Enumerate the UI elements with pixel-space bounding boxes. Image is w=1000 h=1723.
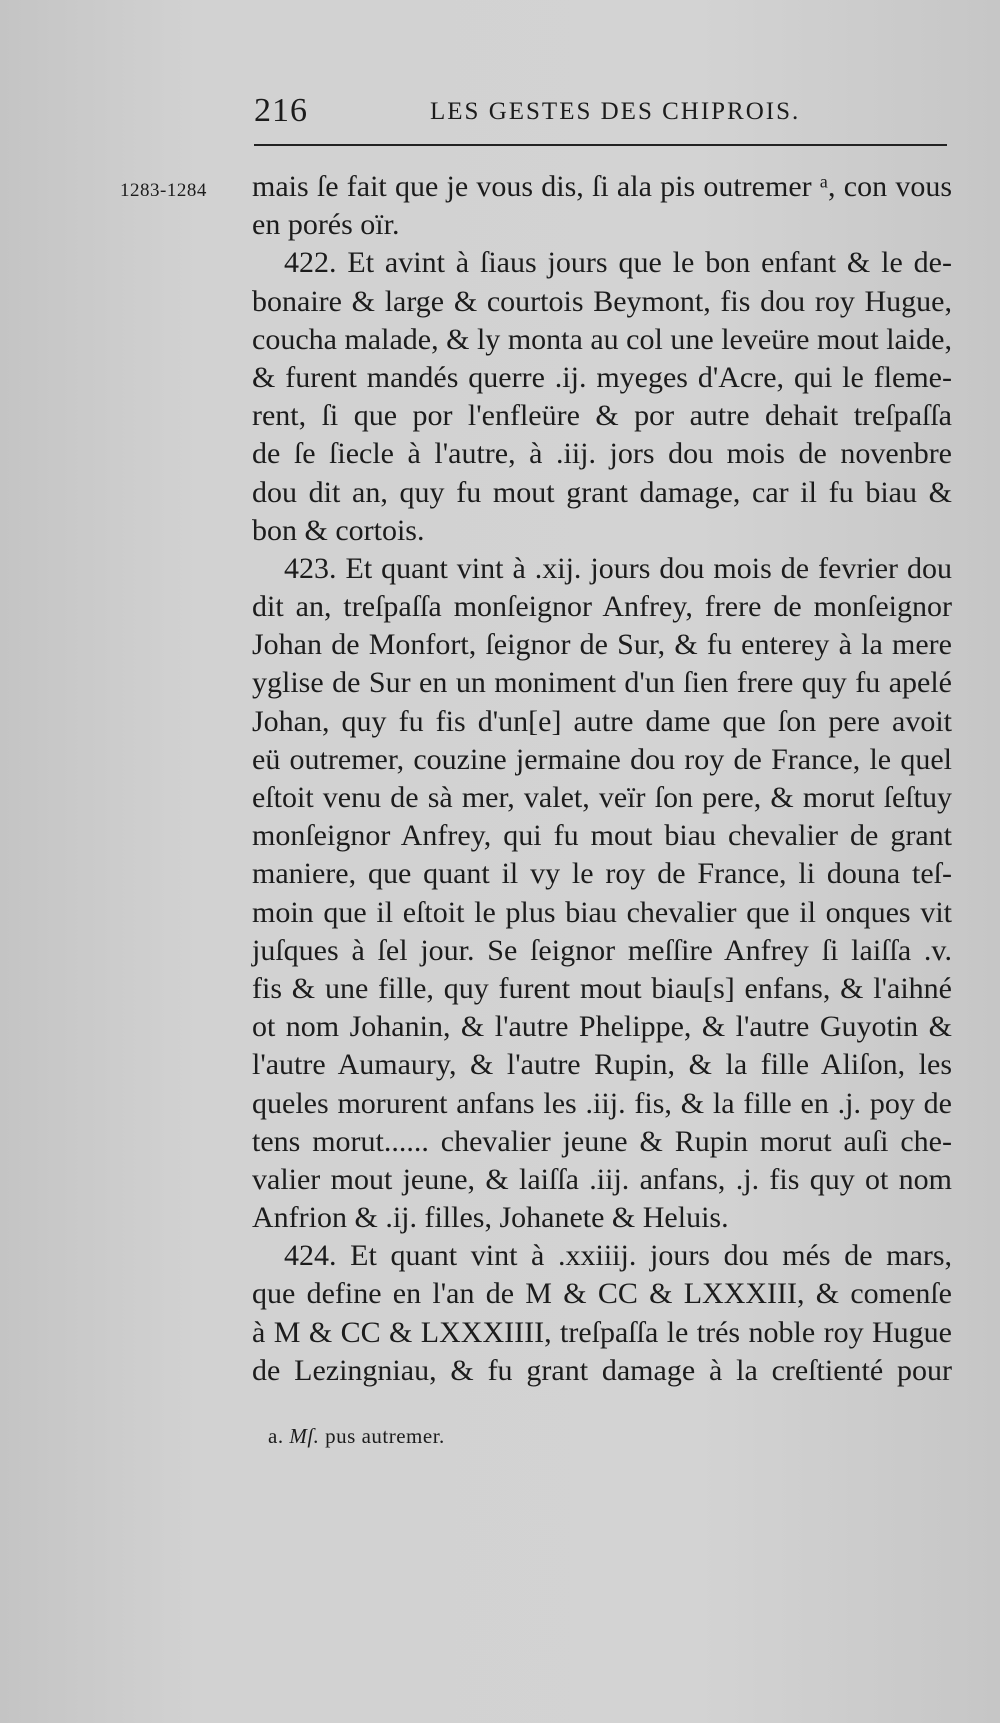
text-line: maniere, que quant il vy le roy de France, li douna teſ- [252, 857, 952, 891]
running-head: LES GESTES DES CHIPROIS. [430, 98, 801, 125]
text-line: bonaire & large & courtois Beymont, fis dou roy Hugue, [252, 284, 952, 318]
text-line: dou dit an, quy fu mout grant damage, car il fu biau & [252, 475, 952, 509]
text-line: juſques à ſel jour. Se ſeignor meſſire Anfrey ſi laiſſa .v. [252, 933, 952, 967]
text-line: 424. Et quant vint à .xxiiij. jours dou més de mars, [284, 1239, 952, 1273]
text-line: valier mout jeune, & laiſſa .iij. anfans, .j. fis quy ot nom [252, 1162, 952, 1196]
text-line: fis & une fille, quy furent mout biau[s] enfans, & l'aihné [252, 971, 952, 1005]
text-line: rent, ſi que por l'enfleüre & por autre dehait treſpaſſa [252, 399, 952, 433]
text-line: & furent mandés querre .ij. myeges d'Acre, qui le fleme- [252, 360, 952, 394]
margin-date-note: 1283-1284 [120, 180, 207, 201]
text-line: Johan de Monfort, ſeignor de Sur, & fu enterey à la mere [252, 628, 952, 662]
text-line: de ſe ſiecle à l'autre, à .iij. jors dou mois de novenbre [252, 437, 952, 471]
text-line: à M & CC & LXXXIIII, treſpaſſa le trés noble roy Hugue [252, 1315, 952, 1349]
page-header [254, 92, 950, 132]
header-rule [254, 144, 947, 146]
text-line: de Lezingniau, & fu grant damage à la creſtienté pour [252, 1353, 952, 1387]
text-line: eü outremer, couzine jermaine dou roy de France, le quel [252, 742, 952, 776]
text-line: dit an, treſpaſſa monſeignor Anfrey, frere de monſeignor [252, 590, 952, 624]
text-line: tens morut...... chevalier jeune & Rupin morut auſi che- [252, 1124, 952, 1158]
text-line: yglise de Sur en un moniment d'un ſien frere quy fu apelé [252, 666, 952, 700]
text-line: Johan, quy fu fis d'un[e] autre dame que ſon pere avoit [252, 704, 952, 738]
footnote-source: Mſ. [289, 1424, 320, 1448]
text-line: que define en l'an de M & CC & LXXXIII, & comenſe [252, 1277, 952, 1311]
text-line: coucha malade, & ly monta au col une leveüre mout laide, [252, 322, 952, 356]
text-line: Anfrion & .ij. filles, Johanete & Heluis. [252, 1201, 729, 1235]
text-line: monſeignor Anfrey, qui fu mout biau chevalier de grant [252, 819, 952, 853]
text-line: en porés oïr. [252, 208, 400, 242]
footnote-marker: a. [268, 1424, 284, 1448]
page-number: 216 [254, 92, 308, 129]
text-line: 422. Et avint à ſiaus jours que le bon enfant & le de- [284, 246, 952, 280]
footnote-text: pus autremer. [325, 1424, 445, 1448]
text-line: queles morurent anfans les .iij. fis, & la fille en .j. poy de [252, 1086, 952, 1120]
text-line: eſtoit venu de sà mer, valet, veïr ſon pere, & morut ſeſtuy [252, 781, 952, 814]
footnote [268, 1424, 445, 1449]
text-line: bon & cortois. [252, 513, 425, 547]
text-line: ot nom Johanin, & l'autre Phelippe, & l'autre Guyotin & [252, 1010, 952, 1044]
text-line: 423. Et quant vint à .xij. jours dou mois de fevrier dou [284, 551, 952, 585]
text-line: mais ſe fait que je vous dis, ſi ala pis outremer ᵃ, con vous [252, 170, 952, 203]
text-line: l'autre Aumaury, & l'autre Rupin, & la fille Aliſon, les [252, 1048, 952, 1082]
body-text [252, 168, 952, 1390]
text-line: moin que il eſtoit le plus biau chevalier que il onques vit [252, 895, 952, 929]
